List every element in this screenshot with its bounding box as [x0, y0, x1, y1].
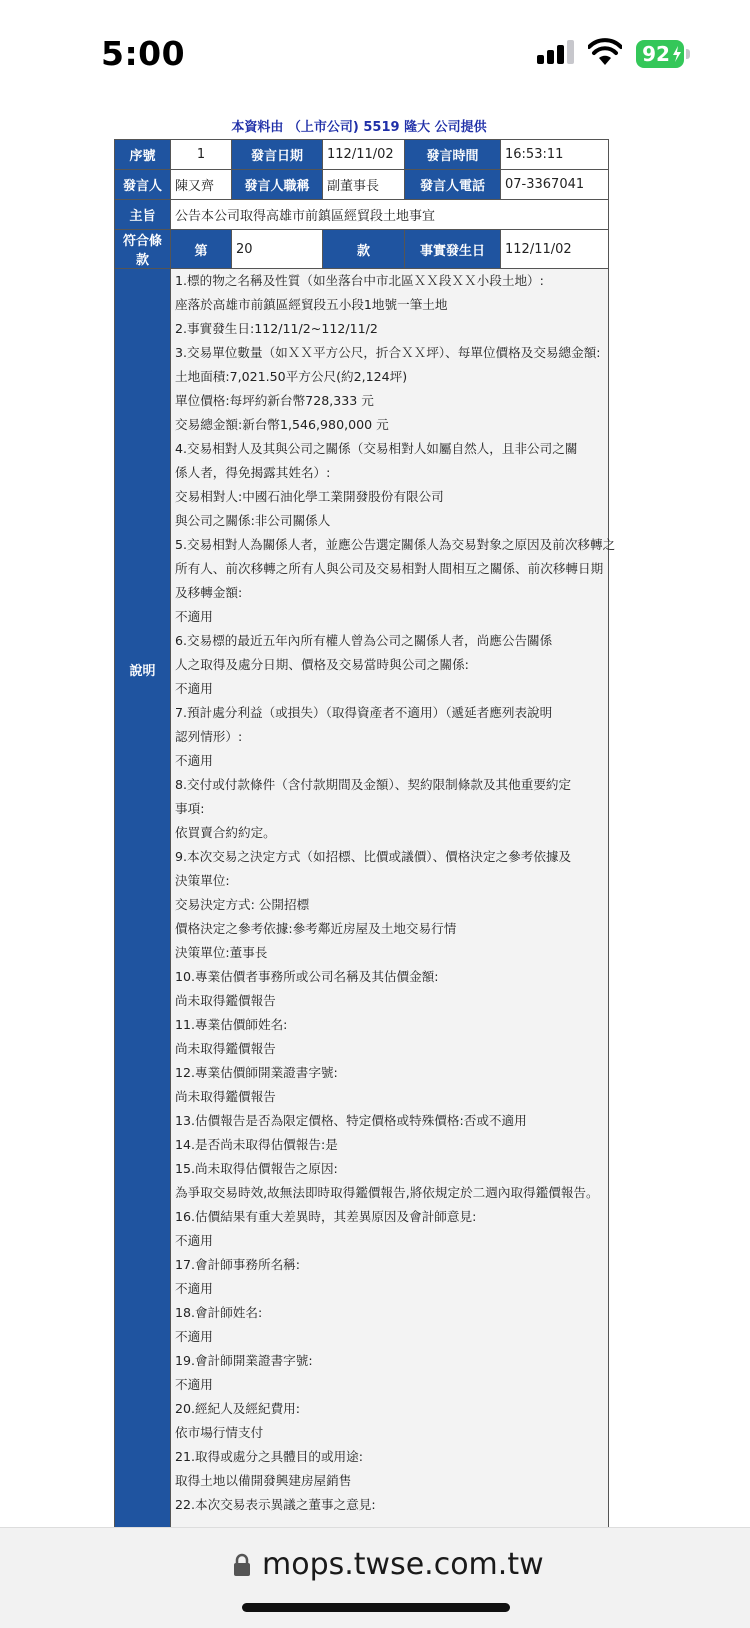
description-line: 10.專業估價者事務所或公司名稱及其估價金額: [175, 969, 439, 984]
description-line: 2.事實發生日:112/11/2~112/11/2 [175, 321, 378, 336]
description-line: 21.取得或處分之具體目的或用途: [175, 1449, 363, 1464]
description-line: 9.本次交易之決定方式（如招標、比價或議價）、價格決定之參考依據及 [175, 849, 572, 864]
description-line: 4.交易相對人及其與公司之關係（交易相對人如屬自然人，且非公司之關 [175, 441, 578, 456]
subject-value: 公告本公司取得高雄市前鎮區經貿段土地事宜 [171, 200, 609, 230]
description-line: 5.交易相對人為關係人者，並應公告選定關係人為交易對象之原因及前次移轉之 [175, 537, 616, 552]
description-label [115, 269, 171, 1570]
description-cell [171, 269, 616, 1570]
description-line: 人之取得及處分日期、價格及交易當時與公司之關係: [175, 657, 469, 672]
description-line: 7.預計處分利益（或損失）（取得資產者不適用）（遞延者應列表說明 [175, 705, 553, 720]
description-line: 單位價格:每坪約新台幣728,333 元 [175, 393, 374, 408]
serial-value: 1 [171, 140, 232, 170]
clause-kuan-label: 款 [323, 230, 405, 269]
description-line: 土地面積:7,021.50平方公尺(約2,124坪) [175, 369, 408, 384]
fact-date-label: 事實發生日 [405, 230, 501, 269]
description-line: 3.交易單位數量（如ＸＸ平方公尺，折合ＸＸ坪）、每單位價格及交易總金額: [175, 345, 601, 360]
description-line: 1.標的物之名稱及性質（如坐落台中市北區ＸＸ段ＸＸ小段土地）: [175, 273, 544, 288]
description-line: 不適用 [175, 1233, 213, 1248]
description-line: 座落於高雄市前鎮區經貿段五小段1地號一筆土地 [175, 297, 448, 312]
description-line: 決策單位: [175, 873, 230, 888]
description-lines [175, 269, 616, 1517]
description-line: 係人者，得免揭露其姓名）: [175, 465, 331, 480]
description-line: 不適用 [175, 753, 213, 768]
table-row [115, 230, 609, 269]
clause-label: 符合條款 [115, 230, 171, 269]
description-line: 18.會計師姓名: [175, 1305, 263, 1320]
cellular-signal-icon [537, 40, 573, 64]
description-line: 依買賣合約約定。 [175, 825, 276, 840]
spokesperson-phone-label: 發言人電話 [405, 170, 501, 200]
description-line: 依市場行情支付 [175, 1425, 264, 1440]
description-line: 14.是否尚未取得估價報告:是 [175, 1137, 338, 1152]
description-line: 不適用 [175, 1281, 213, 1296]
spokesperson-phone-value[interactable]: 07-3367041 [501, 170, 609, 200]
speech-date-value: 112/11/02 [323, 140, 405, 170]
subject-label: 主旨 [115, 200, 171, 230]
description-label-text: 說明 [129, 663, 156, 679]
battery-percent: 92 [642, 42, 670, 66]
announcement-table [114, 139, 616, 1570]
description-line: 尚未取得鑑價報告 [175, 1089, 276, 1104]
description-line: 16.估價結果有重大差異時，其差異原因及會計師意見: [175, 1209, 477, 1224]
provider-line: 本資料由 （上市公司) 5519 隆大 公司提供 [231, 120, 487, 135]
description-line: 不適用 [175, 1377, 213, 1392]
description-line: 交易總金額:新台幣1,546,980,000 元 [175, 417, 389, 432]
description-line: 事項: [175, 801, 205, 816]
table-row [115, 170, 609, 200]
description-line: 及移轉金額: [175, 585, 243, 600]
spokesperson-value: 陳又齊 [171, 170, 232, 200]
url-text[interactable]: mops.twse.com.tw [262, 1547, 544, 1582]
description-line: 13.估價報告是否為限定價格、特定價格或特殊價格:否或不適用 [175, 1113, 527, 1128]
description-line: 尚未取得鑑價報告 [175, 993, 276, 1008]
description-line: 11.專業估價師姓名: [175, 1017, 288, 1032]
table-row [115, 200, 609, 230]
status-time: 5:00 [101, 34, 186, 73]
description-line: 尚未取得鑑價報告 [175, 1041, 276, 1056]
description-line: 17.會計師事務所名稱: [175, 1257, 301, 1272]
speech-date-label: 發言日期 [232, 140, 323, 170]
description-line: 認列情形）: [175, 729, 243, 744]
spokesperson-title-value: 副董事長 [323, 170, 405, 200]
description-line: 不適用 [175, 681, 213, 696]
status-bar [0, 0, 750, 110]
description-line: 所有人、前次移轉之所有人與公司及交易相對人間相互之關係、前次移轉日期 [175, 561, 604, 576]
description-line: 與公司之關係:非公司關係人 [175, 513, 331, 528]
spokesperson-label: 發言人 [115, 170, 171, 200]
wifi-icon [588, 38, 622, 66]
description-line: 22.本次交易表示異議之董事之意見: [175, 1497, 376, 1512]
description-line: 20.經紀人及經紀費用: [175, 1401, 301, 1416]
clause-number-value: 20 [232, 230, 323, 269]
clause-di-label: 第 [171, 230, 232, 269]
table-row [115, 140, 609, 170]
speech-time-label: 發言時間 [405, 140, 501, 170]
description-line: 不適用 [175, 609, 213, 624]
table-row [115, 269, 609, 1570]
description-line: 決策單位:董事長 [175, 945, 268, 960]
description-line: 19.會計師開業證書字號: [175, 1353, 313, 1368]
charging-bolt-icon [672, 46, 682, 62]
description-line: 取得土地以備開發興建房屋銷售 [175, 1473, 352, 1488]
description-line: 8.交付或付款條件（含付款期間及金額）、契約限制條款及其他重要約定 [175, 777, 572, 792]
home-indicator[interactable] [242, 1603, 510, 1612]
description-line: 交易決定方式: 公開招標 [175, 897, 310, 912]
description-line: 為爭取交易時效,故無法即時取得鑑價報告,將依規定於二週內取得鑑價報告。 [175, 1185, 599, 1200]
serial-label: 序號 [115, 140, 171, 170]
description-line: 6.交易標的最近五年內所有權人曾為公司之關係人者，尚應公告關係 [175, 633, 553, 648]
spokesperson-title-label: 發言人職稱 [232, 170, 323, 200]
lock-icon [233, 1553, 251, 1577]
description-line: 15.尚未取得估價報告之原因: [175, 1161, 338, 1176]
description-line: 交易相對人:中國石油化學工業開發股份有限公司 [175, 489, 444, 504]
description-line: 價格決定之參考依據:參考鄰近房屋及土地交易行情 [175, 921, 457, 936]
description-line: 12.專業估價師開業證書字號: [175, 1065, 338, 1080]
battery-charging-icon [636, 40, 684, 68]
speech-time-value: 16:53:11 [501, 140, 609, 170]
description-line: 不適用 [175, 1329, 213, 1344]
fact-date-value: 112/11/02 [501, 230, 609, 269]
battery-cap [686, 49, 690, 59]
